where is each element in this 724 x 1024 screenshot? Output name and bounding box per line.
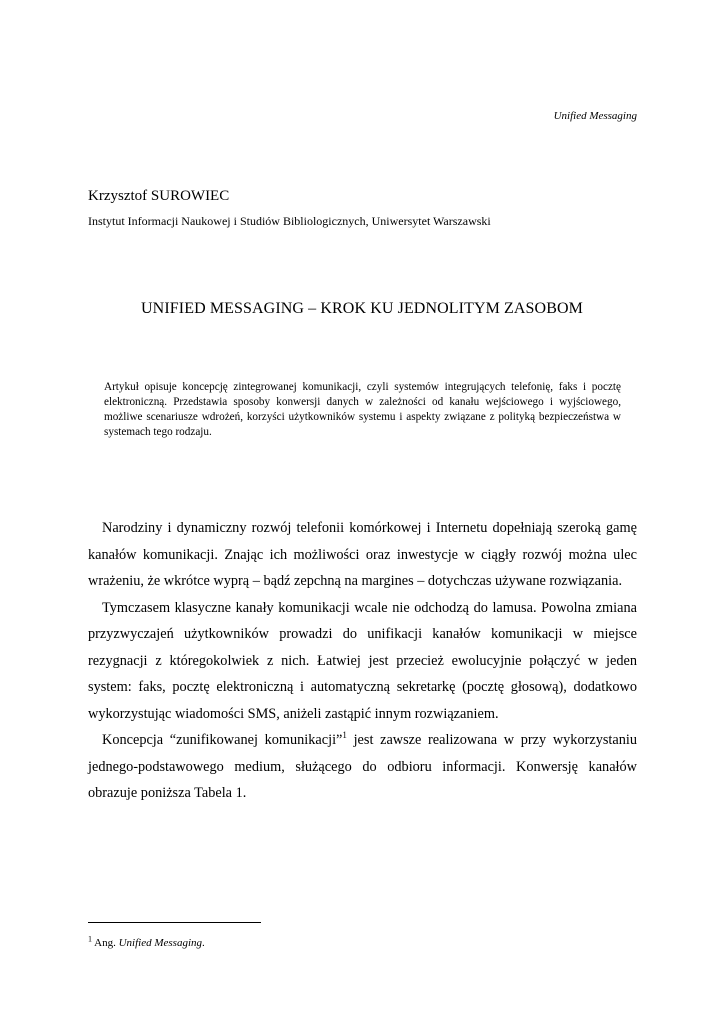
footnote-suffix: . (202, 937, 205, 949)
footnote-reference: 1 (342, 730, 347, 741)
footnote-marker: 1 (88, 934, 92, 944)
paragraph-3-start: Koncepcja “zunifikowanej komunikacji” (102, 732, 343, 748)
paragraph-3-end: jest zawsze realizowana w przy wykorzystaniu jednego-podstawowego medium, służącego do odbioru informacji. Konwersję kanałów obrazuje poniższa Tabela 1. (88, 732, 637, 801)
body-text (88, 515, 637, 807)
author-name: Krzysztof SUROWIEC (88, 188, 230, 204)
abstract: Artykuł opisuje koncepcję zintegrowanej komunikacji, czyli systemów integrujących telefonię, faks i pocztę elektroniczną. Przedstawia sposoby konwersji danych w zależności od kanału wejściowego i wyjściowego, możliwe scenariusze wdrożeń, korzyści użytkowników systemu i aspekty związane z polityką bezpieczeństwa w systemach tego rodzaju. (104, 381, 621, 438)
footnote-prefix: Ang. (92, 937, 119, 949)
paragraph-3 (88, 727, 637, 807)
footnote-separator (88, 922, 261, 923)
footnote (88, 934, 205, 949)
paragraph-2: Tymczasem klasyczne kanały komunikacji wcale nie odchodzą do lamusa. Powolna zmiana przyzwyczajeń użytkowników prowadzi do unifikacji kanałów komunikacji w miejsce rezygnacji z któregokolwiek z nich. Łatwiej jest przecież ewolucyjnie połączyć w jeden system: faks, pocztę elektroniczną i automatyczną sekretarkę (pocztę głosową), dodatkowo wykorzystując wiadomości SMS, aniżeli zastąpić innym rozwiązaniem. (88, 599, 637, 722)
paragraph-1: Narodziny i dynamiczny rozwój telefonii komórkowej i Internetu dopełniają szeroką gamę kanałów komunikacji. Znając ich możliwości oraz inwestycje w ciągły rozwój można ulec wrażeniu, że wkrótce wyprą – bądź zepchną na margines – dotychczas używane rozwiązania. (88, 520, 637, 589)
running-header: Unified Messaging (553, 110, 637, 122)
footnote-term: Unified Messaging (118, 937, 203, 949)
author-affiliation: Instytut Informacji Naukowej i Studiów Bibliologicznych, Uniwersytet Warszawski (88, 214, 491, 228)
article-title: UNIFIED MESSAGING – KROK KU JEDNOLITYM ZASOBOM (141, 300, 583, 317)
